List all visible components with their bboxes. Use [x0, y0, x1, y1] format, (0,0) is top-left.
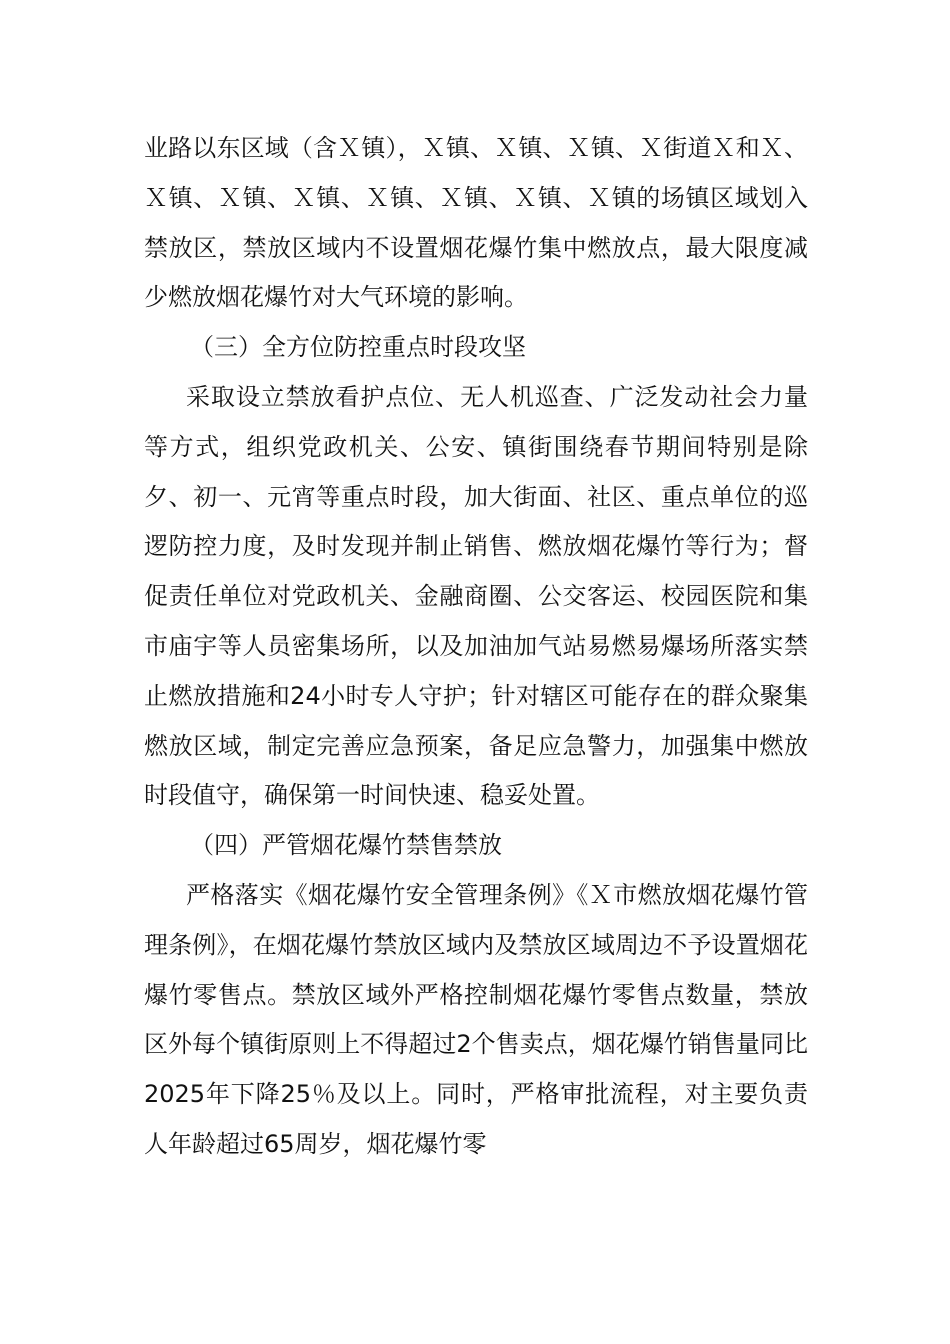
- section-heading-3: （三）全方位防控重点时段攻坚: [190, 333, 526, 362]
- section-heading-4: （四）严管烟花爆竹禁售禁放: [190, 831, 502, 860]
- document-body: [144, 124, 808, 1170]
- paragraph-continued: 业路以东区域（含Ｘ镇），Ｘ镇、Ｘ镇、Ｘ镇、Ｘ街道Ｘ和Ｘ、Ｘ镇、Ｘ镇、Ｘ镇、Ｘ镇、Ｘ镇、Ｘ镇、Ｘ镇的场镇区域划入禁放区，禁放区域内不设置烟花爆竹集中燃放点，最大限度减少燃放烟花爆竹对大气环境的影响。: [144, 134, 808, 312]
- paragraph-body-3: 采取设立禁放看护点位、无人机巡查、广泛发动社会力量等方式，组织党政机关、公安、镇街围绕春节期间特别是除夕、初一、元宵等重点时段，加大街面、社区、重点单位的巡逻防控力度，及时发现并制止销售、燃放烟花爆竹等行为；督促责任单位对党政机关、金融商圈、公交客运、校园医院和集市庙宇等人员密集场所，以及加油加气站易燃易爆场所落实禁止燃放措施和24小时专人守护；针对辖区可能存在的群众聚集燃放区域，制定完善应急预案，备足应急警力，加强集中燃放时段值守，确保第一时间快速、稳妥处置。: [144, 382, 808, 810]
- paragraph-body-4: 严格落实《烟花爆竹安全管理条例》《Ｘ市燃放烟花爆竹管理条例》，在烟花爆竹禁放区域内及禁放区域周边不予设置烟花爆竹零售点。禁放区域外严格控制烟花爆竹零售点数量，禁放区外每个镇街原则上不得超过2个售卖点，烟花爆竹销售量同比2025年下降25％及以上。同时，严格审批流程，对主要负责人年龄超过65周岁，烟花爆竹零: [144, 880, 808, 1158]
